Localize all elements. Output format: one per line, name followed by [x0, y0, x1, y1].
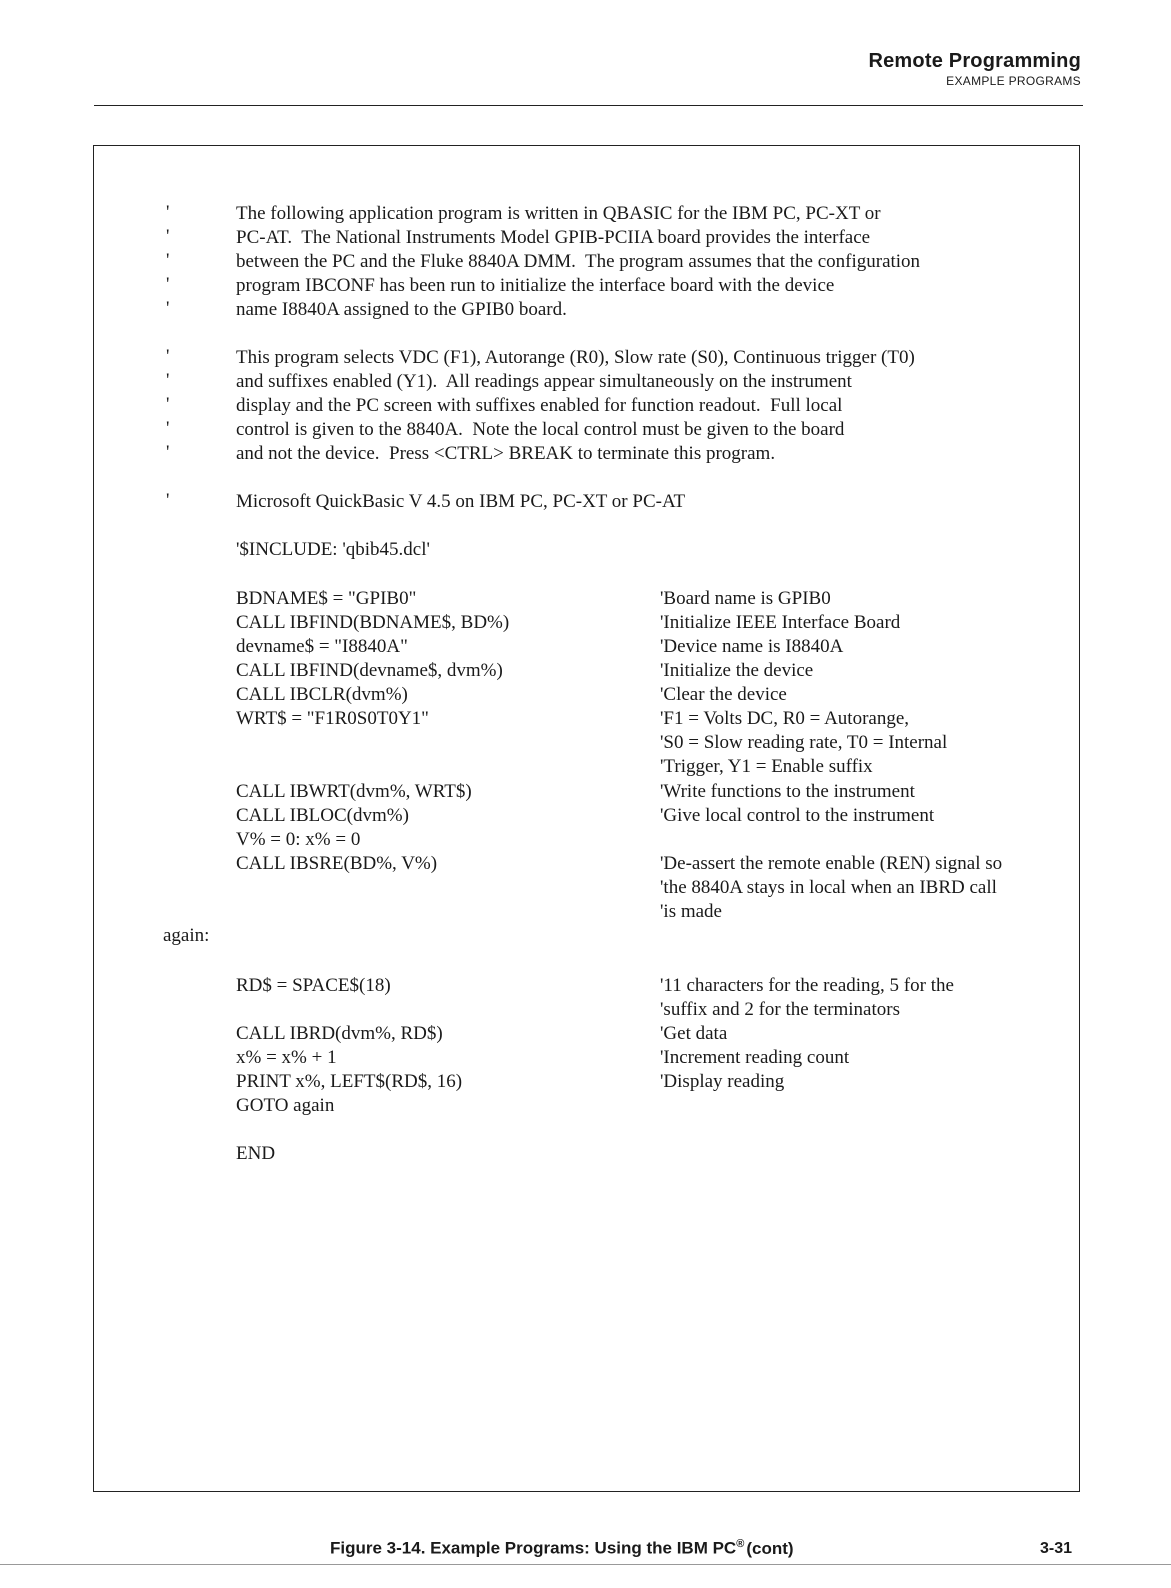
- registered-mark: ®: [736, 1538, 745, 1550]
- intro-line: PC-AT. The National Instruments Model GPIB-PCIIA board provides the interface: [236, 227, 871, 248]
- include-line: '$INCLUDE: 'qbib45.dcl': [236, 539, 430, 560]
- header-rule: [94, 105, 1083, 106]
- code-comment: '11 characters for the reading, 5 for the: [660, 975, 954, 996]
- code-line: V% = 0: x% = 0: [236, 829, 361, 850]
- code-comment: 'F1 = Volts DC, R0 = Autorange,: [660, 708, 910, 729]
- code-line: x% = x% + 1: [236, 1047, 337, 1068]
- comment-tick: ': [166, 370, 170, 391]
- description-line: display and the PC screen with suffixes enabled for function readout. Full local: [236, 395, 843, 416]
- description-line: This program selects VDC (F1), Autorange (R0), Slow rate (S0), Continuous trigger (T0): [236, 347, 915, 368]
- page-number: 3-31: [1040, 1540, 1073, 1557]
- caption-suffix: (cont): [746, 1538, 794, 1558]
- code-line: CALL IBCLR(dvm%): [236, 684, 408, 705]
- code-comment: 'Trigger, Y1 = Enable suffix: [660, 756, 873, 777]
- code-line: WRT$ = "F1R0S0T0Y1": [236, 708, 429, 729]
- comment-tick: ': [166, 274, 170, 295]
- comment-tick: ': [166, 226, 170, 247]
- comment-tick: ': [166, 202, 170, 223]
- code-comment: 'Increment reading count: [660, 1047, 850, 1068]
- code-line: BDNAME$ = "GPIB0": [236, 588, 417, 609]
- comment-tick: ': [166, 490, 170, 511]
- version-line: Microsoft QuickBasic V 4.5 on IBM PC, PC-XT or PC-AT: [236, 491, 686, 512]
- comment-tick: ': [166, 394, 170, 415]
- code-line: CALL IBRD(dvm%, RD$): [236, 1023, 443, 1044]
- label-again: again:: [163, 925, 210, 946]
- code-comment: 'Board name is GPIB0: [660, 588, 831, 609]
- code-comment: 'Device name is I8840A: [660, 636, 844, 657]
- caption-text: Figure 3-14. Example Programs: Using the IBM PC: [330, 1538, 737, 1558]
- code-comment: 'Get data: [660, 1023, 728, 1044]
- code-comment: 'S0 = Slow reading rate, T0 = Internal: [660, 732, 948, 753]
- intro-line: between the PC and the Fluke 8840A DMM. The program assumes that the configuration: [236, 251, 921, 272]
- intro-line: The following application program is written in QBASIC for the IBM PC, PC-XT or: [236, 203, 881, 224]
- comment-tick: ': [166, 298, 170, 319]
- code-comment: 'Display reading: [660, 1071, 785, 1092]
- code-comment: 'Clear the device: [660, 684, 787, 705]
- code-comment: 'Initialize IEEE Interface Board: [660, 612, 901, 633]
- code-line: CALL IBSRE(BD%, V%): [236, 853, 438, 874]
- code-comment: 'the 8840A stays in local when an IBRD call: [660, 877, 997, 898]
- code-comment: 'De-assert the remote enable (REN) signal so: [660, 853, 1003, 874]
- intro-line: program IBCONF has been run to initialize the interface board with the device: [236, 275, 835, 296]
- code-comment: 'suffix and 2 for the terminators: [660, 999, 900, 1020]
- code-comment: 'is made: [660, 901, 722, 922]
- code-line: CALL IBLOC(dvm%): [236, 805, 409, 826]
- code-line: RD$ = SPACE$(18): [236, 975, 391, 996]
- intro-line: name I8840A assigned to the GPIB0 board.: [236, 299, 567, 320]
- code-line: CALL IBFIND(BDNAME$, BD%): [236, 612, 510, 633]
- comment-tick: ': [166, 442, 170, 463]
- code-comment: 'Initialize the device: [660, 660, 814, 681]
- description-line: and not the device. Press <CTRL> BREAK to terminate this program.: [236, 443, 776, 464]
- code-line: CALL IBWRT(dvm%, WRT$): [236, 781, 472, 802]
- code-line: devname$ = "I8840A": [236, 636, 408, 657]
- description-line: control is given to the 8840A. Note the local control must be given to the board: [236, 419, 845, 440]
- comment-tick: ': [166, 418, 170, 439]
- code-comment: 'Write functions to the instrument: [660, 781, 915, 802]
- bottom-rule: [0, 1564, 1171, 1565]
- code-line: CALL IBFIND(devname$, dvm%): [236, 660, 503, 681]
- code-line: PRINT x%, LEFT$(RD$, 16): [236, 1071, 463, 1092]
- comment-tick: ': [166, 250, 170, 271]
- code-line: END: [236, 1143, 276, 1164]
- code-comment: 'Give local control to the instrument: [660, 805, 935, 826]
- comment-tick: ': [166, 346, 170, 367]
- code-line: GOTO again: [236, 1095, 335, 1116]
- page-header-subtitle: EXAMPLE PROGRAMS: [946, 74, 1081, 88]
- description-line: and suffixes enabled (Y1). All readings appear simultaneously on the instrument: [236, 371, 852, 392]
- page-header-title: Remote Programming: [868, 50, 1081, 72]
- figure-caption: [330, 1538, 794, 1559]
